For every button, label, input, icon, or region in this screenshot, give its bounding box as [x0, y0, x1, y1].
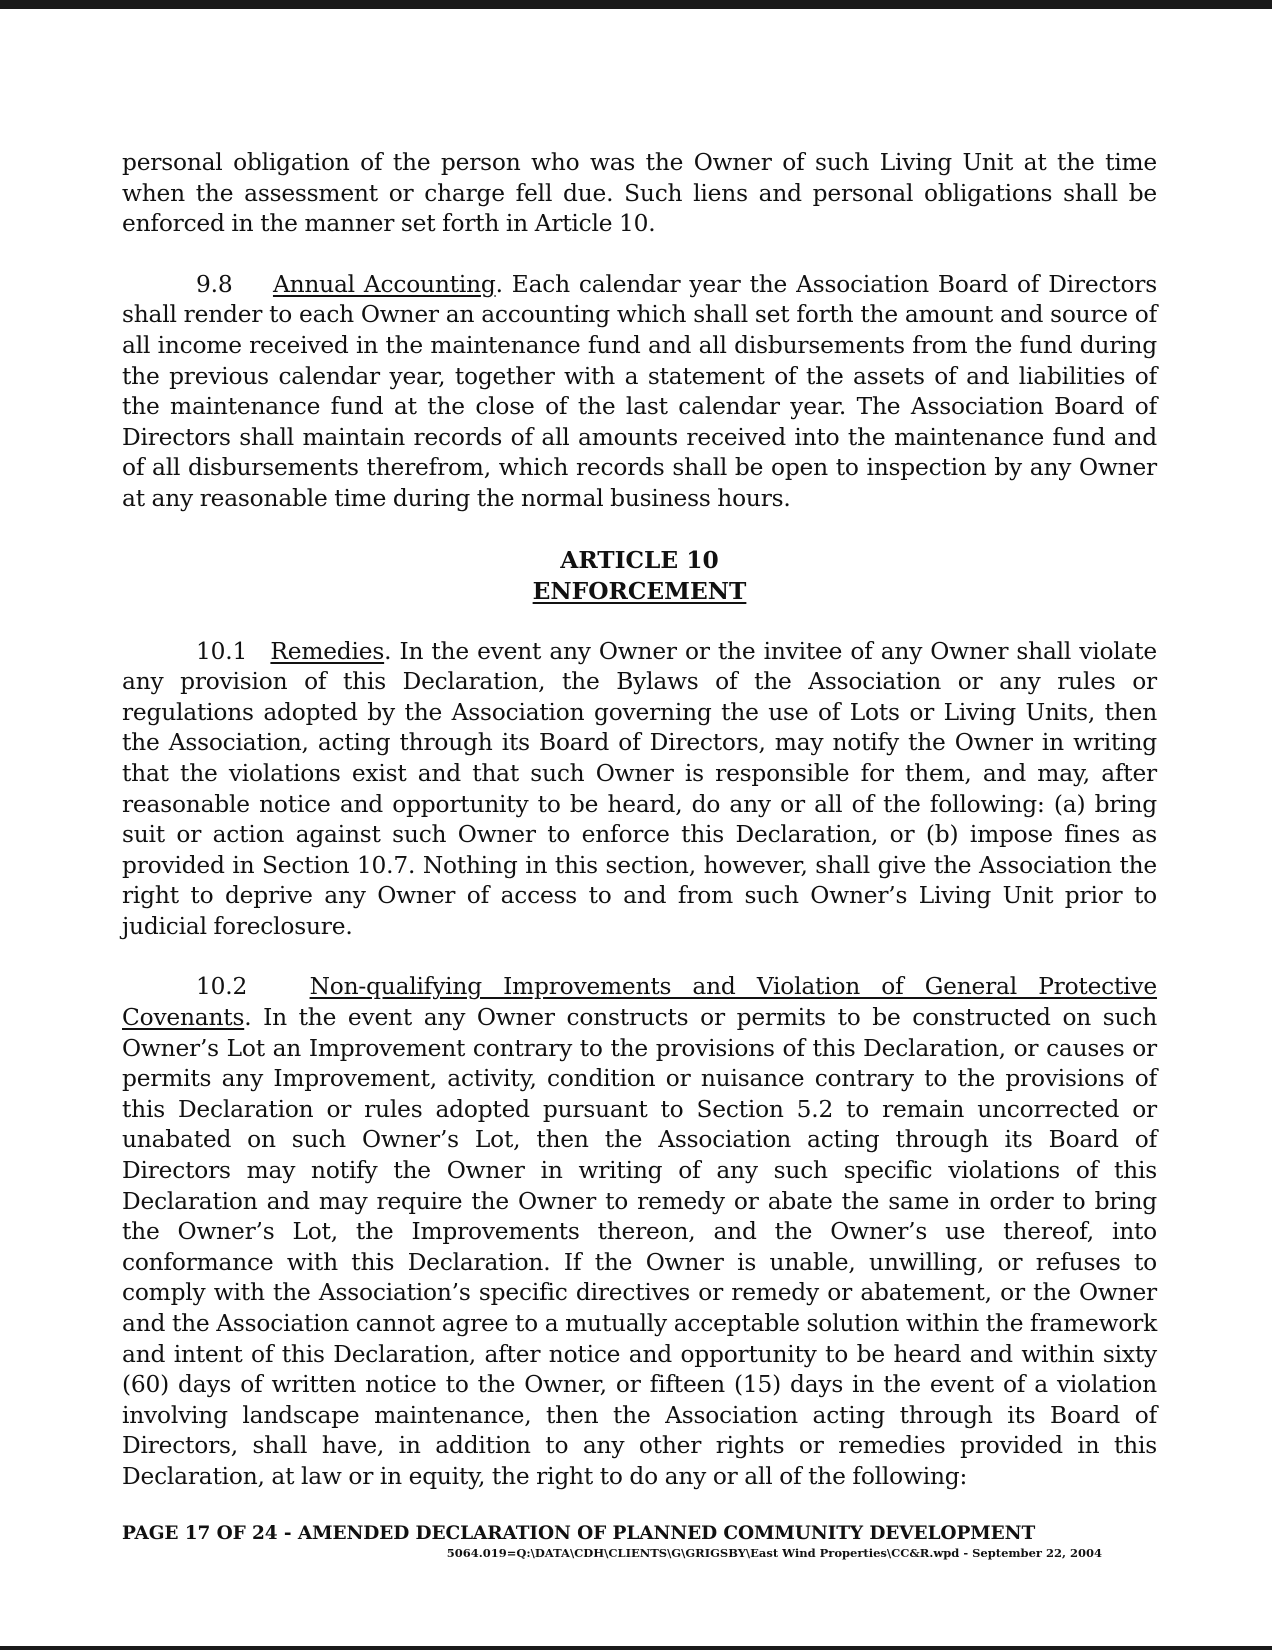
section-9-8	[122, 270, 1157, 515]
continuation-paragraph: personal obligation of the person who was the Owner of such Living Unit at the time when the assessment or charge fell due. Such liens and personal obligations shall be enforced in the manner set forth in Article 10.	[122, 149, 1157, 238]
section-10-1	[122, 637, 1157, 943]
document-body	[122, 148, 1157, 1493]
scan-top-border	[0, 0, 1272, 9]
article-heading	[122, 545, 1157, 607]
section-number: 10.1	[196, 637, 248, 665]
section-text: . In the event any Owner constructs or permits to be constructed on such Owner’s Lot an Improvement contrary to the provisions of this Declaration, or causes or permits any Improvement, activity, condition or nuisance contrary to the provisions of this Declaration or rules adopted pursuant to Section 5.2 to remain uncorrected or unabated on such Owner’s Lot, then the Association acting through its Board of Directors may notify the Owner in writing of any such specific violations of this Declaration and may require the Owner to remedy or abate the same in order to bring the Owner’s Lot, the Improvements thereon, and the Owner’s use thereof, into conformance with this Declaration. If the Owner is unable, unwilling, or refuses to comply with the Association’s specific directives or remedy or abatement, or the Owner and the Association cannot agree to a mutually acceptable solution within the framework and intent of this Declaration, after notice and opportunity to be heard and within sixty (60) days of written notice to the Owner, or fifteen (15) days in the event of a violation involving landscape maintenance, then the Association acting through its Board of Directors, shall have, in addition to any other rights or remedies provided in this Declaration, at law or in equity, the right to do any or all of the following:	[122, 1004, 1157, 1490]
section-number: 10.2	[196, 973, 248, 1001]
section-heading: Non-qualifying Improvements and Violation of General Protective Covenants	[122, 973, 1157, 1032]
scan-bottom-border	[0, 1646, 1272, 1650]
article-title: ENFORCEMENT	[532, 577, 747, 605]
article-number: ARTICLE 10	[560, 546, 719, 574]
section-heading: Annual Accounting	[272, 270, 496, 298]
section-number: 9.8	[196, 270, 233, 298]
section-10-2	[122, 972, 1157, 1492]
footer-file-path: 5064.019=Q:\DATA\CDH\CLIENTS\G\GRIGSBY\East Wind Properties\CC&R.wpd - September 22, 2004	[446, 1546, 1102, 1560]
section-heading: Remedies	[270, 637, 385, 665]
section-text: . In the event any Owner or the invitee of any Owner shall violate any provision of this Declaration, the Bylaws of the Association or any rules or regulations adopted by the Association governing the use of Lots or Living Units, then the Association, acting through its Board of Directors, may notify the Owner in writing that the violations exist and that such Owner is responsible for them, and may, after reasonable notice and opportunity to be heard, do any or all of the following: (a) bring suit or action against such Owner to enforce this Declaration, or (b) impose fines as provided in Section 10.7. Nothing in this section, however, shall give the Association the right to deprive any Owner of access to and from such Owner’s Living Unit prior to judicial foreclosure.	[122, 637, 1157, 940]
page-footer	[122, 1523, 1132, 1560]
footer-page-label: PAGE 17 OF 24 - AMENDED DECLARATION OF PLANNED COMMUNITY DEVELOPMENT	[122, 1523, 1036, 1544]
section-text: . Each calendar year the Association Board of Directors shall render to each Owner an accounting which shall set forth the amount and source of all income received in the maintenance fund and all disbursements from the fund during the previous calendar year, together with a statement of the assets of and liabilities of the maintenance fund at the close of the last calendar year. The Association Board of Directors shall maintain records of all amounts received into the maintenance fund and of all disbursements therefrom, which records shall be open to inspection by any Owner at any reasonable time during the normal business hours.	[122, 270, 1157, 512]
